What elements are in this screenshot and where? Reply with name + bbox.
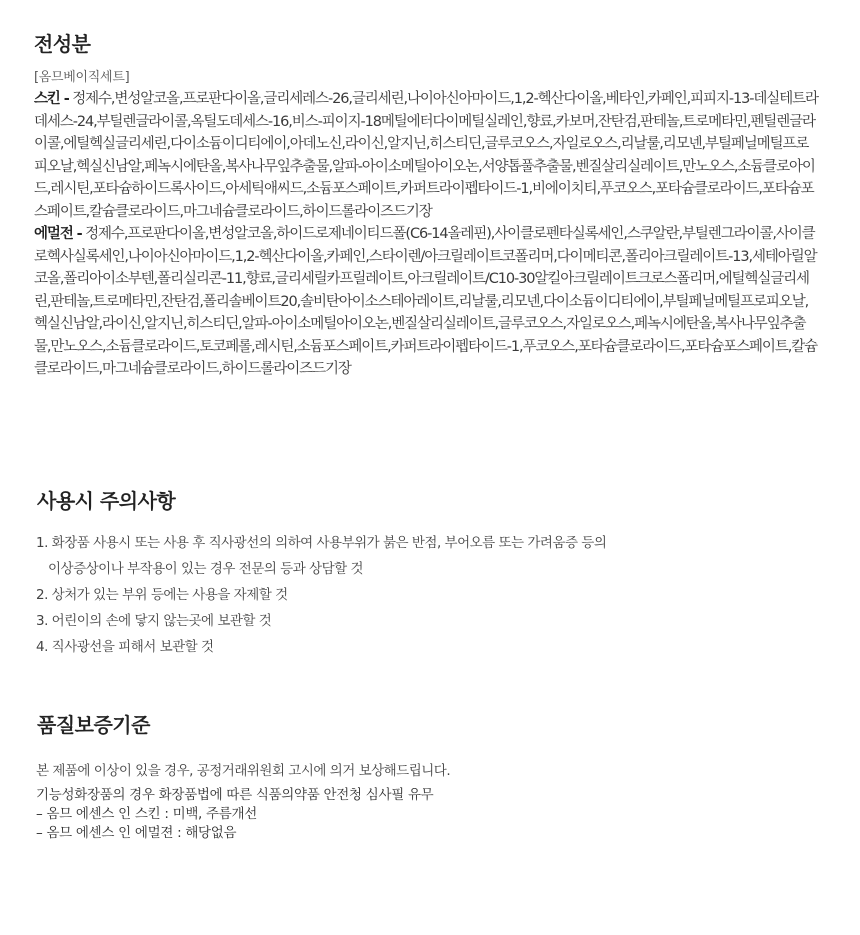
caution-list: [36, 530, 826, 660]
caution-item: 4. 직사광선을 피해서 보관할 것: [36, 639, 214, 655]
ingredients-text: [34, 88, 820, 381]
caution-item: 2. 상처가 있는 부위 등에는 사용을 자제할 것: [36, 587, 288, 603]
compensation-notice: 본 제품에 이상이 있을 경우, 공정거래위원회 고시에 의거 보상해드립니다.: [36, 763, 451, 779]
functional-title: 기능성화장품의 경우 화장품법에 따른 식품의약품 안전청 심사필 유무: [36, 787, 434, 803]
emulsion-ingredients: [34, 223, 820, 381]
caution-heading: 사용시 주의사항: [37, 489, 176, 513]
emulsion-label: 에멀전 -: [34, 226, 82, 242]
skin-label: 스킨 -: [34, 91, 69, 107]
set-name: [옴므베이직세트]: [34, 70, 130, 85]
functional-item-emulsion: – 옴므 에센스 인 에멀젼 : 해당없음: [36, 825, 237, 841]
caution-item: 3. 어린이의 손에 닿지 않는곳에 보관할 것: [36, 613, 272, 629]
emulsion-ingredient-list: 정제수,프로판다이올,변성알코올,하이드로제네이티드폴(C6-14올레핀),사이클로펜타실록세인,스쿠알란,부틸렌그라이콜,사이클로헥사실록세인,나이아신아마이드,1,2-헥산다이올,카페인,스타이렌/아크릴레이트코폴리머,다이메티콘,폴리아크릴레이트-13,세테아릴알코올,폴리아이소부텐,폴리실리콘-11,향료,글리세릴카프릴레이트,아크릴레이트/C10-30알킬아크릴레이트크로스폴리머,에틸헥실글리세린,판테놀,트로메타민,잔탄검,폴리솔베이트20,솔비탄아이소스테아레이트,리날룰,리모넨,다이소듐이디티에이,부틸페닐메틸프로피오날,헥실신남알,라이신,알지닌,히스티딘,알파-아이소메틸아이오논,벤질살리실레이트,글루코오스,자일로오스,페녹시에탄올,복사나무잎추출물,만노오스,소듐클로라이드,토코페롤,레시틴,소듐포스페이트,카퍼트라이펩타이드-1,푸코오스,포타슘클로라이드,포타슘포스페이트,칼슘클로라이드,마그네슘클로라이드,하이드롤라이즈드기장: [34, 226, 818, 377]
ingredients-heading: 전성분: [34, 32, 91, 56]
functional-item-skin: – 옴므 에센스 인 스킨 : 미백, 주름개선: [36, 806, 258, 822]
skin-ingredient-list: 정제수,변성알코올,프로판다이올,글리세레스-26,글리세린,나이아신아마이드,1,2-헥산다이올,베타인,카페인,피피지-13-데실테트라데세스-24,부틸렌글라이콜,옥틸도데세스-16,비스-피이지-18메틸에터다이메틸실레인,향료,카보머,잔탄검,판테놀,트로메타민,펜틸렌글라이콜,에틸헥실글리세린,다이소듐이디티에이,아데노신,라이신,알지닌,히스티딘,글루코오스,자일로오스,리날룰,리모넨,부틸페닐메틸프로피오날,헥실신남알,페녹시에탄올,복사나무잎추출물,알파-아이소메틸아이오논,서양톱풀추출물,벤질살리실레이트,만노오스,소듐클로아이드,레시틴,포타슘하이드록사이드,아세틱애씨드,소듐포스페이트,카퍼트라이펩타이드-1,비에이치티,푸코오스,포타슘클로라이드,포타슘포스페이트,칼슘클로라이드,마그네슘클로라이드,하이드롤라이즈드기장: [34, 91, 818, 220]
caution-item-continuation: 이상증상이나 부작용이 있는 경우 전문의 등과 상담할 것: [48, 561, 363, 577]
quality-heading: 품질보증기준: [37, 713, 150, 737]
caution-item: 1. 화장품 사용시 또는 사용 후 직사광선의 의하여 사용부위가 붉은 반점, 부어오름 또는 가려움증 등의: [36, 535, 607, 551]
functional-cosmetics-info: [36, 786, 433, 843]
skin-ingredients: [34, 88, 820, 223]
